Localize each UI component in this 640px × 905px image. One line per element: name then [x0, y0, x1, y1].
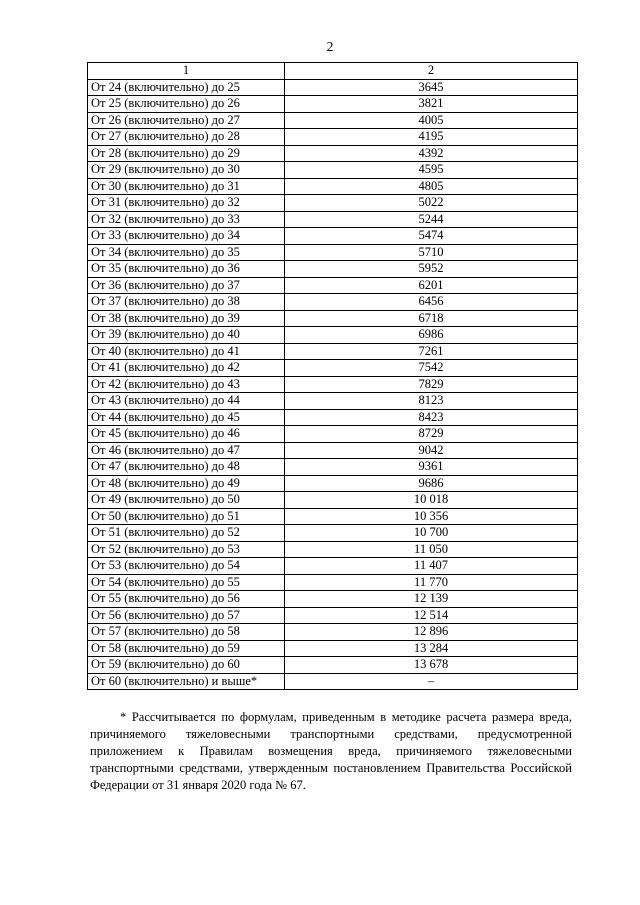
table-header-row [88, 63, 578, 80]
damage-amount-cell: 8423 [285, 409, 578, 426]
axle-load-range-cell: От 25 (включительно) до 26 [88, 96, 285, 113]
table-row [88, 558, 578, 575]
axle-load-range-cell: От 45 (включительно) до 46 [88, 426, 285, 443]
axle-load-range-cell: От 36 (включительно) до 37 [88, 277, 285, 294]
table-row [88, 343, 578, 360]
table-row [88, 591, 578, 608]
axle-load-range-cell: От 60 (включительно) и выше* [88, 673, 285, 690]
axle-load-range-cell: От 27 (включительно) до 28 [88, 129, 285, 146]
axle-load-range-cell: От 26 (включительно) до 27 [88, 112, 285, 129]
damage-amount-cell: 4005 [285, 112, 578, 129]
axle-load-range-cell: От 32 (включительно) до 33 [88, 211, 285, 228]
damage-amount-cell: 5952 [285, 261, 578, 278]
table-row [88, 393, 578, 410]
axle-load-range-cell: От 35 (включительно) до 36 [88, 261, 285, 278]
axle-load-range-cell: От 28 (включительно) до 29 [88, 145, 285, 162]
damage-amount-cell: 5710 [285, 244, 578, 261]
damage-amount-cell: 8123 [285, 393, 578, 410]
axle-load-range-cell: От 42 (включительно) до 43 [88, 376, 285, 393]
damage-amount-cell: 7542 [285, 360, 578, 377]
damage-amount-cell: 7261 [285, 343, 578, 360]
damage-amount-cell: 3645 [285, 79, 578, 96]
damage-amount-cell: 6718 [285, 310, 578, 327]
table-row [88, 624, 578, 641]
damage-amount-cell: 6986 [285, 327, 578, 344]
damage-amount-cell: 9686 [285, 475, 578, 492]
damage-amount-cell: 11 407 [285, 558, 578, 575]
axle-load-range-cell: От 47 (включительно) до 48 [88, 459, 285, 476]
damage-amount-cell: 12 139 [285, 591, 578, 608]
table-body [88, 79, 578, 690]
damage-amount-cell: 4392 [285, 145, 578, 162]
axle-load-range-cell: От 48 (включительно) до 49 [88, 475, 285, 492]
damage-amount-cell: 12 514 [285, 607, 578, 624]
damage-amount-cell: 7829 [285, 376, 578, 393]
footnote [90, 709, 572, 794]
axle-load-range-cell: От 43 (включительно) до 44 [88, 393, 285, 410]
damage-amount-cell: 5474 [285, 228, 578, 245]
damage-amount-cell: 5244 [285, 211, 578, 228]
table-row [88, 607, 578, 624]
table-row [88, 541, 578, 558]
axle-load-range-cell: От 55 (включительно) до 56 [88, 591, 285, 608]
table-row [88, 129, 578, 146]
damage-amount-cell: 8729 [285, 426, 578, 443]
table-row [88, 294, 578, 311]
axle-load-range-cell: От 58 (включительно) до 59 [88, 640, 285, 657]
damage-amount-cell: 12 896 [285, 624, 578, 641]
table-row [88, 360, 578, 377]
axle-load-range-cell: От 46 (включительно) до 47 [88, 442, 285, 459]
table-row [88, 640, 578, 657]
table-row [88, 96, 578, 113]
damage-amount-cell: 13 284 [285, 640, 578, 657]
damage-amount-cell: – [285, 673, 578, 690]
damage-amount-cell: 9042 [285, 442, 578, 459]
damage-amount-cell: 3821 [285, 96, 578, 113]
table-row [88, 211, 578, 228]
table-row [88, 525, 578, 542]
table-row [88, 145, 578, 162]
table-row [88, 492, 578, 509]
table-row [88, 261, 578, 278]
table-row [88, 574, 578, 591]
damage-amount-cell: 11 770 [285, 574, 578, 591]
table-row [88, 244, 578, 261]
table-row [88, 195, 578, 212]
axle-load-range-cell: От 56 (включительно) до 57 [88, 607, 285, 624]
table-row [88, 673, 578, 690]
axle-load-range-cell: От 34 (включительно) до 35 [88, 244, 285, 261]
table-row [88, 327, 578, 344]
damage-amount-cell: 11 050 [285, 541, 578, 558]
table-row [88, 475, 578, 492]
axle-load-range-cell: От 31 (включительно) до 32 [88, 195, 285, 212]
table-row [88, 657, 578, 674]
table-row [88, 112, 578, 129]
axle-load-range-cell: От 44 (включительно) до 45 [88, 409, 285, 426]
damage-amount-cell: 5022 [285, 195, 578, 212]
axle-load-range-cell: От 29 (включительно) до 30 [88, 162, 285, 179]
axle-load-range-cell: От 39 (включительно) до 40 [88, 327, 285, 344]
damage-amount-cell: 10 356 [285, 508, 578, 525]
axle-load-range-cell: От 24 (включительно) до 25 [88, 79, 285, 96]
damage-amount-cell: 10 700 [285, 525, 578, 542]
axle-load-range-cell: От 54 (включительно) до 55 [88, 574, 285, 591]
axle-load-range-cell: От 59 (включительно) до 60 [88, 657, 285, 674]
table-row [88, 79, 578, 96]
table-row [88, 310, 578, 327]
table-row [88, 376, 578, 393]
footnote-text: * Рассчитывается по формулам, приведенным в методике расчета размера вреда, причиняемого тяжеловесными транспортными средствами, предусмотренной приложением к Правилам возмещения вреда, причиняемого тяжеловесными транспортными средствами, утвержденным постановлением Правительства Российской Федерации от 31 января 2020 года № 67. [90, 710, 572, 792]
axle-load-range-cell: От 37 (включительно) до 38 [88, 294, 285, 311]
table-row [88, 459, 578, 476]
damage-amount-cell: 4595 [285, 162, 578, 179]
axle-load-range-cell: От 51 (включительно) до 52 [88, 525, 285, 542]
axle-load-range-cell: От 40 (включительно) до 41 [88, 343, 285, 360]
column-header-1: 1 [88, 63, 285, 80]
axle-load-range-cell: От 50 (включительно) до 51 [88, 508, 285, 525]
damage-amount-cell: 4805 [285, 178, 578, 195]
table-row [88, 508, 578, 525]
axle-load-range-cell: От 33 (включительно) до 34 [88, 228, 285, 245]
table-row [88, 162, 578, 179]
axle-load-range-cell: От 38 (включительно) до 39 [88, 310, 285, 327]
column-header-2: 2 [285, 63, 578, 80]
damage-amount-cell: 4195 [285, 129, 578, 146]
damage-amount-cell: 10 018 [285, 492, 578, 509]
damage-amount-cell: 6201 [285, 277, 578, 294]
table-row [88, 426, 578, 443]
damage-amount-cell: 6456 [285, 294, 578, 311]
table-row [88, 228, 578, 245]
rates-table [87, 62, 578, 690]
table-row [88, 277, 578, 294]
axle-load-range-cell: От 57 (включительно) до 58 [88, 624, 285, 641]
page-number: 2 [326, 39, 334, 54]
axle-load-range-cell: От 53 (включительно) до 54 [88, 558, 285, 575]
axle-load-range-cell: От 49 (включительно) до 50 [88, 492, 285, 509]
table-row [88, 178, 578, 195]
axle-load-range-cell: От 30 (включительно) до 31 [88, 178, 285, 195]
table-row [88, 409, 578, 426]
axle-load-range-cell: От 41 (включительно) до 42 [88, 360, 285, 377]
table-row [88, 442, 578, 459]
damage-amount-cell: 13 678 [285, 657, 578, 674]
damage-amount-cell: 9361 [285, 459, 578, 476]
axle-load-range-cell: От 52 (включительно) до 53 [88, 541, 285, 558]
